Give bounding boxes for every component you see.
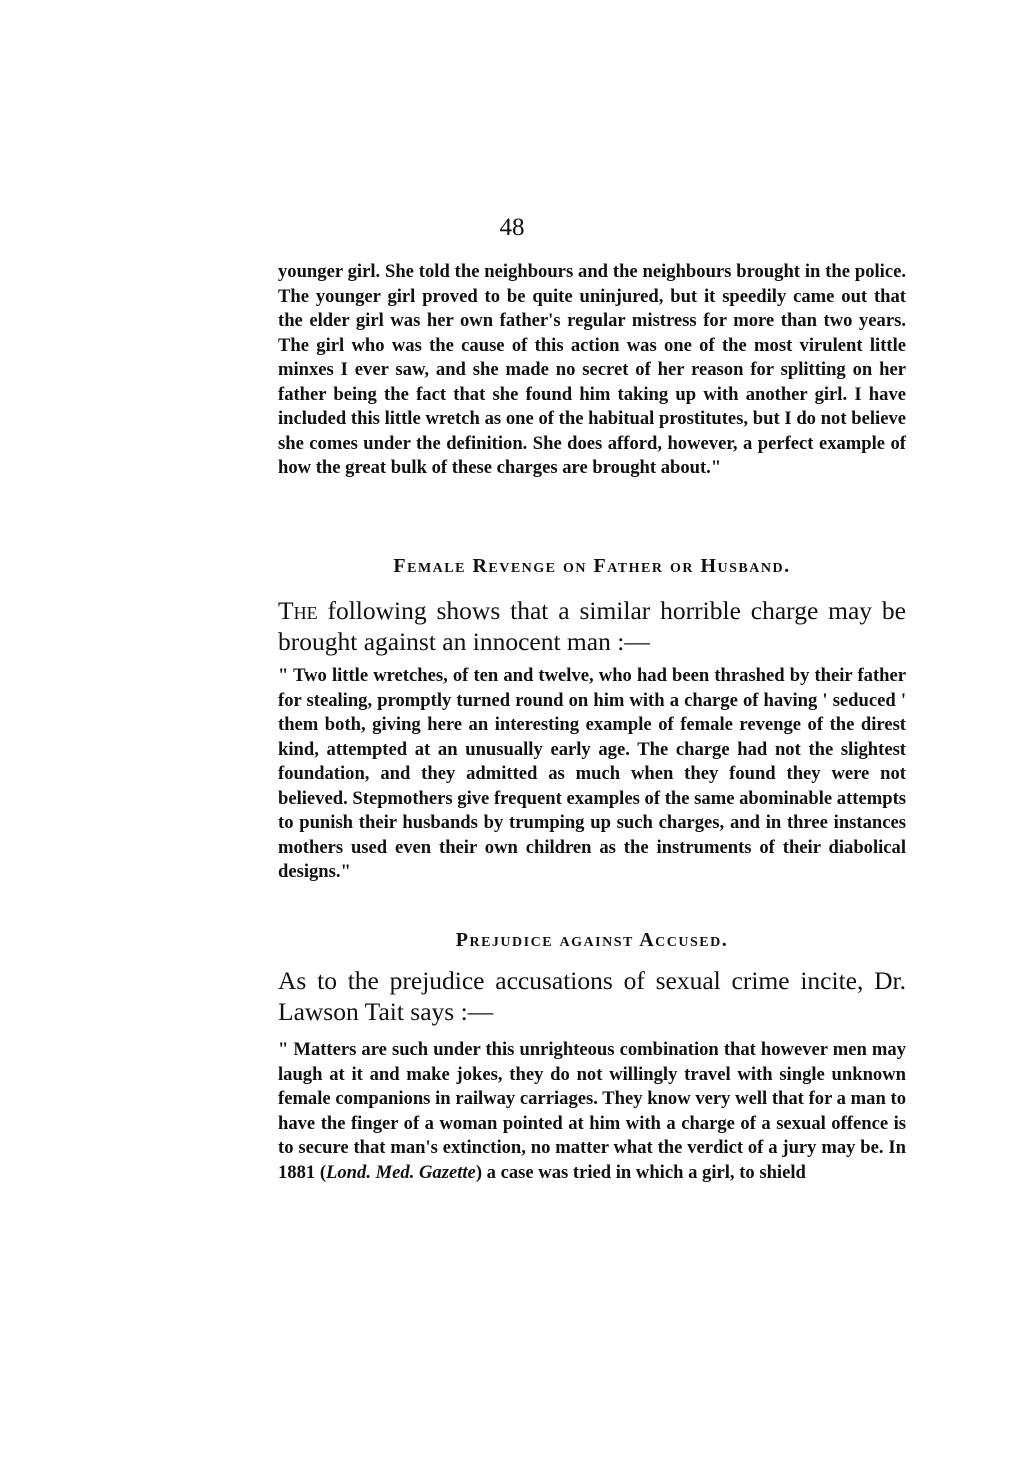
paragraph-intro-text: following shows that a similar horrible charge may be brought against an innocent man :—	[278, 596, 906, 656]
citation-journal: Lond. Med. Gazette	[326, 1161, 476, 1183]
paragraph-continued-quote: younger girl. She told the neighbours and the neighbours brought in the police. The younger girl proved to be quite uninjured, but it speedily came out that the elder girl was her own father's regular mistress for more than two years. The girl who was the cause of this action was one of the most virulent little minxes I ever saw, and she made no secret of her reason for splitting on her father being the fact that she found him taking up with another girl. I have included this little wretch as one of the habitual prostitutes, but I do not believe she comes under the definition. She does afford, however, a perfect example of how the great bulk of these charges are brought about."	[278, 261, 906, 478]
paragraph-intro-lawson-tait: As to the prejudice accusations of sexual crime incite, Dr. Lawson Tait says :—	[278, 966, 906, 1026]
page-number: 48	[499, 214, 525, 241]
quote-text-before-citation: " Matters are such under this unrighteous combination that however men may laugh at it and make jokes, they do not willingly travel with single unknown female companions in railway carriages. They know very well that for a man to have the finger of a woman pointed at him with a charge of a sexual offence is to secure that man's extinction, no matter what the verdict of a jury may be. In 1881 (	[278, 1039, 906, 1183]
drop-word: The	[278, 596, 318, 625]
section-heading-prejudice: Prejudice against Accused.	[455, 929, 729, 951]
paragraph-quote-matters	[278, 1038, 906, 1185]
quote-text-after-citation: ) a case was tried in which a girl, to shield	[475, 1161, 806, 1183]
section-heading-female-revenge: Female Revenge on Father or Husband.	[393, 555, 791, 577]
paragraph-intro-following	[278, 595, 906, 657]
paragraph-quote-two-wretches: " Two little wretches, of ten and twelve, who had been thrashed by their father for stealing, promptly turned round on him with a charge of having ' seduced ' them both, giving here an interesting example of female revenge of the direst kind, attempted at an unusually early age. The charge had not the slightest foundation, and they admitted as much when they found they were not believed. Stepmothers give frequent examples of the same abominable attempts to punish their husbands by trumping up such charges, and in three instances mothers used even their own children as the instruments of their diabolical designs."	[278, 665, 906, 882]
